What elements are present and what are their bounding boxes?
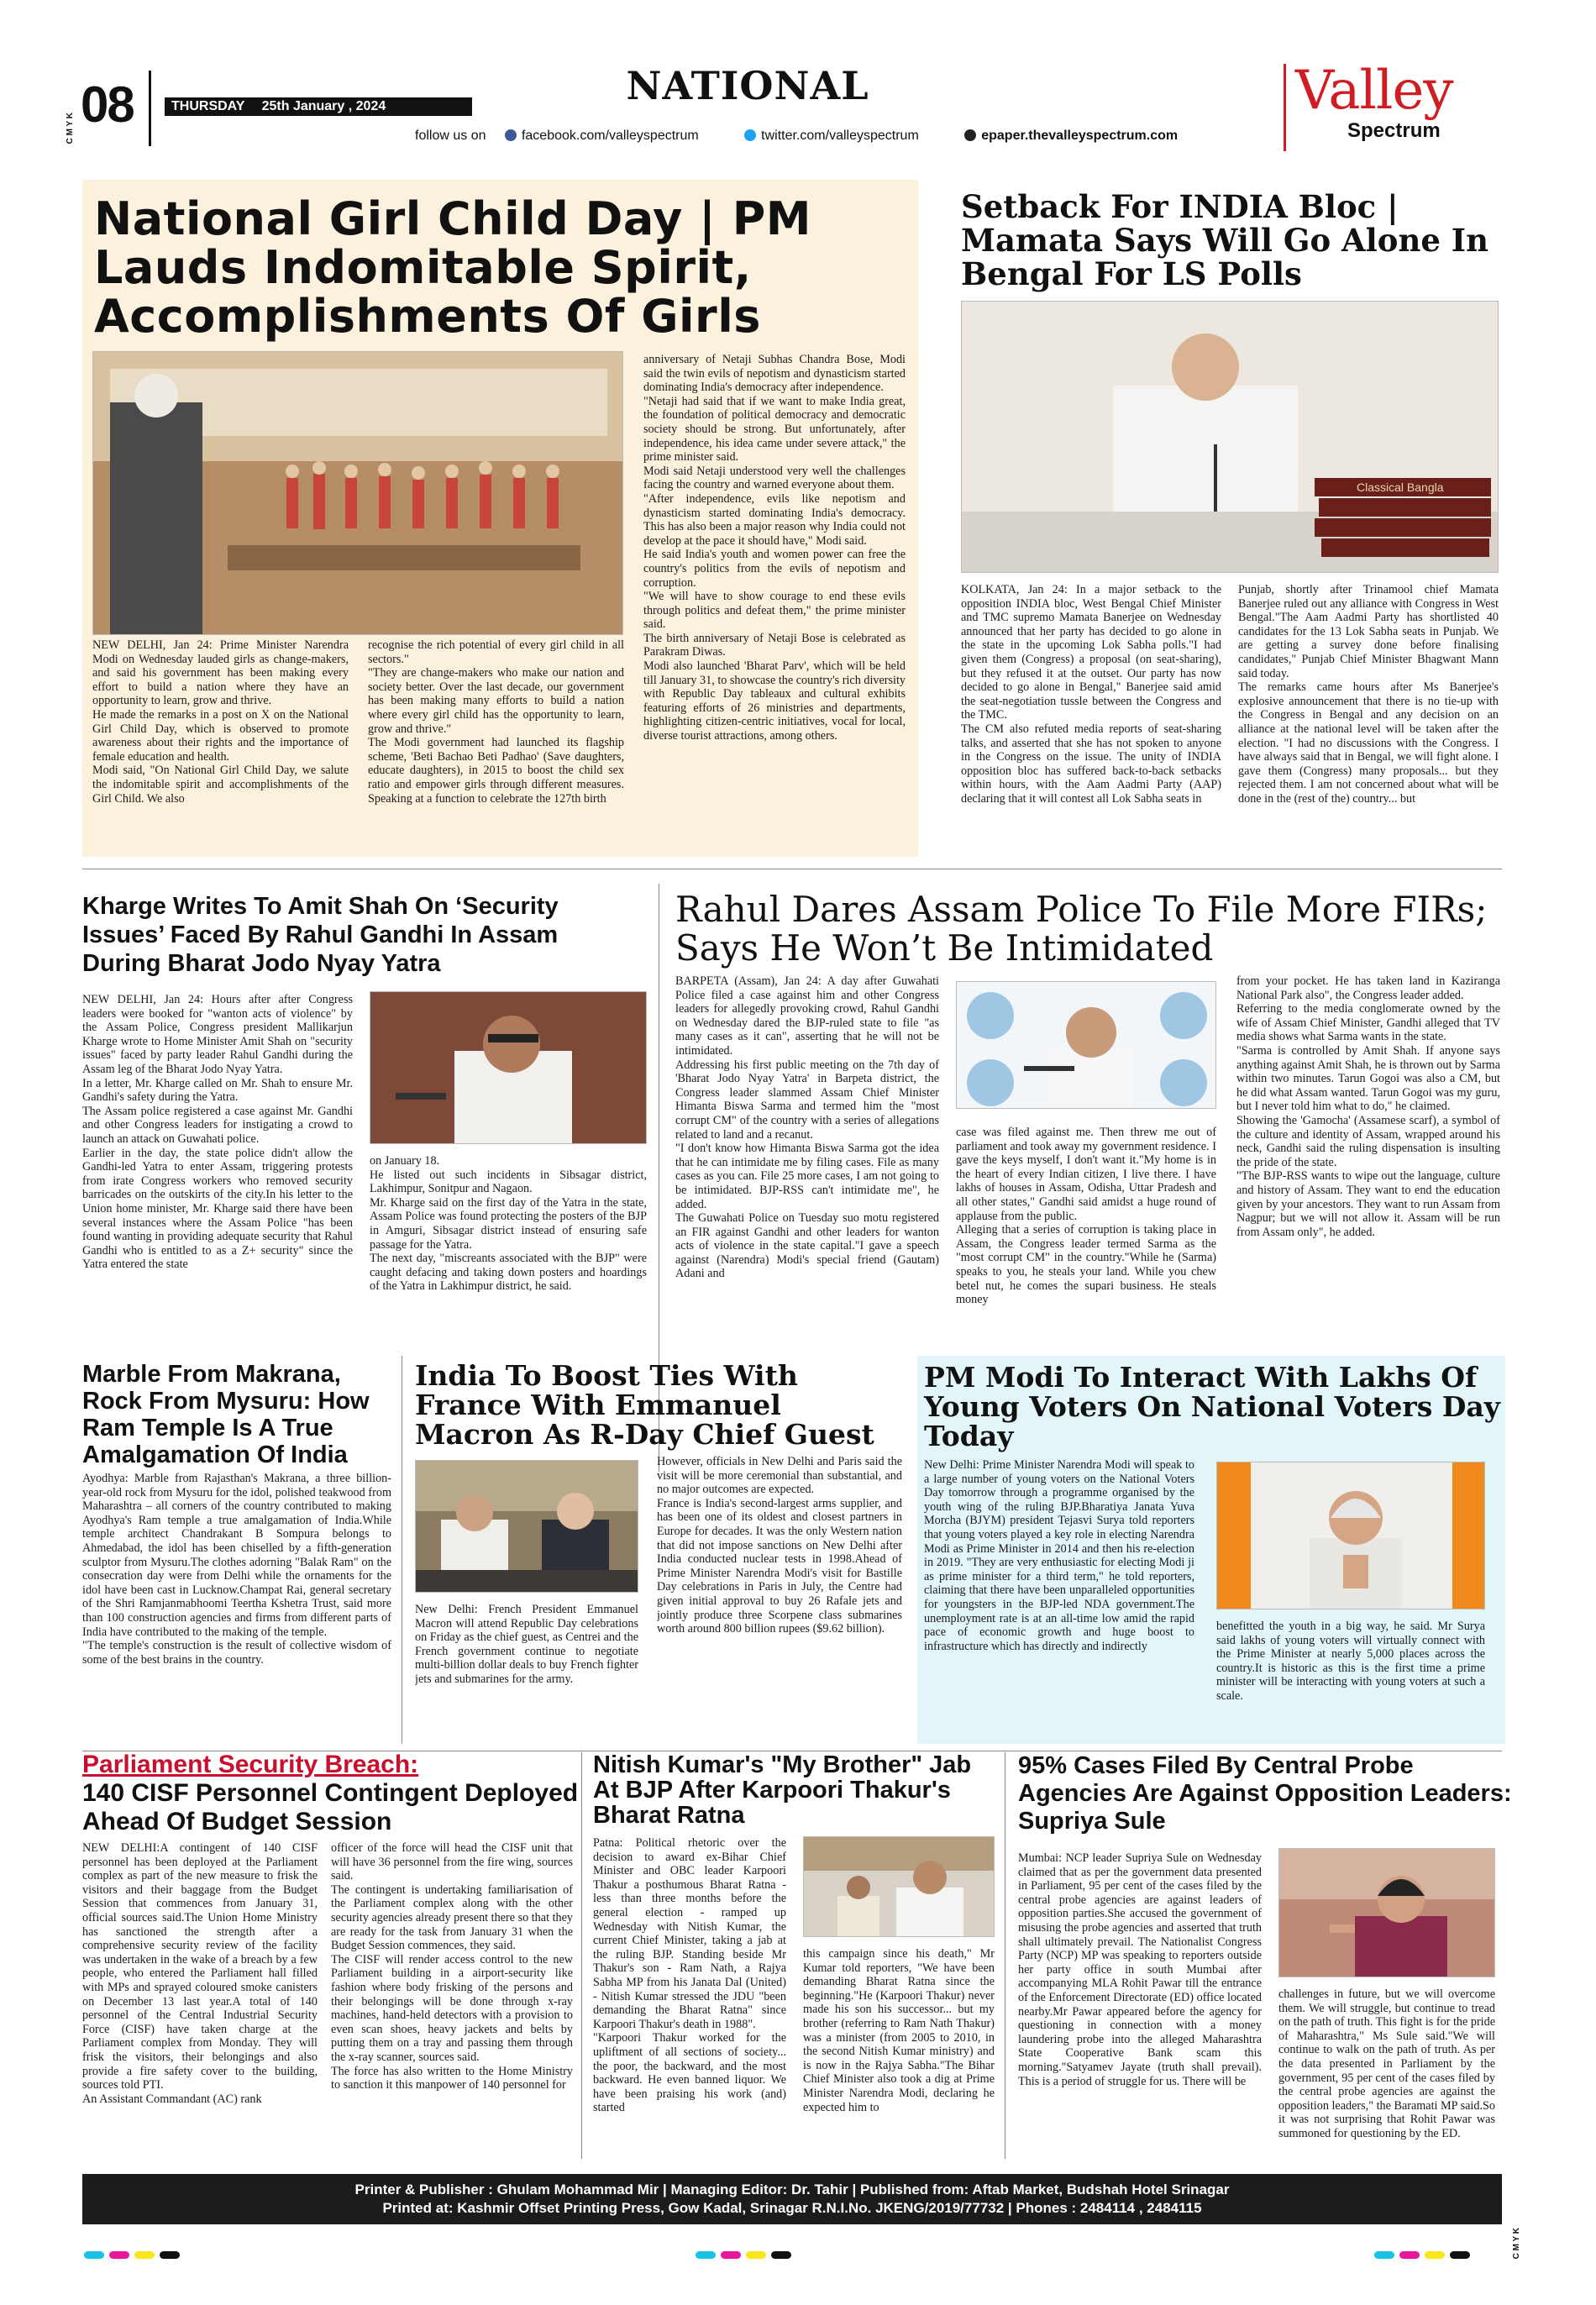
story-kharge-col2: on January 18. He listed out such incidents in Sibsagar district, Lakhimpur, Sonitpur and Nagaon. Mr. Kharge said on the first day of the Yatra in the state, Assam Police was found protecting the posters of the BJP in Amguri, Sibsagar district instead of ensuring safe passage for the Yatra. The next day, "miscreants associated with the BJP" were caught defacing and taking down posters and hoardings of the Yatra in Lakhimpur district, he said. bbox=[370, 1154, 647, 1294]
story-mamata-col1: KOLKATA, Jan 24: In a major setback to the opposition INDIA bloc, West Bengal Chief Minister and TMC supremo Mamata Banerjee on Wednesday announced that her party has decided to go alone in the state in the upcoming Lok Sabha polls."I had given them (Congress) a proposal (on seat-sharing), but they refused it at the outset. Our party has now decided to go alone in Bengal," Banerjee said amid the seat-negotiation tussle between the Congress and the TMC. The CM also refuted media reports of seat-sharing talks, and asserted that she has not spoken to anyone in the Congress on the issue. The unity of INDIA opposition bloc has suffered back-to-back setbacks within hours, with the Aam Aadmi Party (AAP) declaring that it will contest all Lok Sabha seats in bbox=[961, 583, 1221, 806]
headline-nitish-jab: Nitish Kumar's "My Brother" Jab At BJP After Karpoori Thakur's Bharat Ratna bbox=[593, 1751, 972, 1829]
date-label: 25th January , 2024 bbox=[261, 99, 386, 113]
cyan-dot bbox=[1374, 2251, 1394, 2259]
yellow-dot bbox=[746, 2251, 766, 2259]
photo-graphic bbox=[1217, 1462, 1485, 1609]
story-sule-col1: Mumbai: NCP leader Supriya Sule on Wednesday claimed that as per the government data presented in Parliament, 95 per cent of the cases filed by the central probe agencies are against leaders of opposition parties.She accused the government of misusing the probe agencies and asserted that truth shall ultimately prevail. The Nationalist Congress Party (NCP) MP was speaking to reporters outside her party office in south Mumbai after accompanying MLA Rohit Pawar till the entrance of the Enforcement Directorate (ED) office located nearby.Mr Pawar appeared before the agency for questioning in connection with a money laundering probe into the alleged Maharashtra State Cooperative Bank scam this morning."Satyamev Jayate (truth shall prevail). This is a period of struggle for us. There will be bbox=[1018, 1851, 1262, 2088]
magenta-dot bbox=[109, 2251, 129, 2259]
story-ram-temple-body: Ayodhya: Marble from Rajasthan's Makrana, a three billion-year-old rock from Mysuru for the idol, polished teakwood from Maharashtra – all corners of the country contributed to making Ayodhya's Ram temple a true amalgamation of India.While temple architect Chandrakant B Sompura belongs to Ahmedabad, the idol has been chiselled by a fifth-generation sculptor from Mysuru.The clothes adorning "Balak Ram" on the consecration day were from Delhi while the ornaments for the idol have been cast in Lucknow.Champat Rai, general secretary of the Shri Ramjanmabhoomi Teertha Kshetra Trust, said more than 100 construction agencies and firms from different parts of India have contributed to the making of the temple. "The temple's construction is the result of collective wisdom of some of the best brains in the country. bbox=[82, 1472, 391, 1667]
yellow-dot bbox=[134, 2251, 155, 2259]
headline-mamata-setback: Setback For INDIA Bloc | Mamata Says Will Go Alone In Bengal For LS Polls bbox=[961, 188, 1488, 292]
cmyk-label: C M Y K bbox=[1512, 2228, 1521, 2260]
facebook-url: facebook.com/valleyspectrum bbox=[521, 129, 699, 143]
photo-graphic bbox=[1279, 1849, 1495, 1977]
column-rule-cisf-nitish bbox=[581, 1752, 582, 2159]
page-number: 08 bbox=[81, 76, 134, 133]
magenta-dot bbox=[1399, 2251, 1420, 2259]
follow-label: follow us on bbox=[415, 129, 486, 143]
logo-rule bbox=[1284, 64, 1286, 151]
cmyk-strip-left bbox=[84, 2248, 185, 2263]
story-voters-col2: benefitted the youth in a big way, he said. Mr Surya said lakhs of young voters will virtually connect with the Prime Minister at nearly 5,000 places across the country.It is historic as this is the first time a prime minister will be interacting with young voters at such a scale. bbox=[1216, 1620, 1485, 1703]
globe-icon bbox=[964, 129, 976, 141]
story-france-col1: New Delhi: French President Emmanuel Macron will attend Republic Day celebrations on Friday as the chief guest, as Centrei and the French government continue to negotiate multi-billion dollar deals to buy French fighter jets and submarines for the army. bbox=[415, 1603, 638, 1686]
story-mamata-col2: Punjab, shortly after Trinamool chief Mamata Banerjee ruled out any alliance with Congress in West Bengal."The Aam Aadmi Party has shortlisted 40 candidates for the 13 Lok Sabha seats in Punjab. We are getting a survey done before finalising candidates," Punjab Chief Minister Bhagwant Mann said today. The remarks came hours after Ms Banerjee's explosive announcement that there is no tie-up with the Congress in Bengal and any decision on an alliance at the national level will be taken after the election. "I had no discussions with the Congress. I have always said that in Bengal, we will fight alone. I gave them (Congress) many proposals... but they rejected them. I am not concerned about what will be done in the (rest of the) country... but bbox=[1238, 583, 1499, 806]
headline-kharge-letter: Kharge Writes To Amit Shah On ‘Security Issues’ Faced By Rahul Gandhi In Assam During Bharat Jodo Nyay Yatra bbox=[82, 893, 559, 977]
epaper-link[interactable] bbox=[964, 129, 1178, 143]
photo-kharge bbox=[370, 991, 647, 1144]
footer-printer-line: Printed at: Kashmir Offset Printing Press, Gow Kadal, Srinagar R.N.I.No. JKENG/2019/77732 | Phones : 2484114 , 2484115 bbox=[382, 2200, 1202, 2216]
headline-india-france: India To Boost Ties With France With Emmanuel Macron As R-Day Chief Guest bbox=[415, 1359, 874, 1451]
masthead-rule-vertical bbox=[149, 71, 151, 146]
photo-supriya-sule bbox=[1278, 1848, 1495, 1977]
kicker-parliament-breach: Parliament Security Breach: bbox=[82, 1751, 419, 1778]
logo-main-text: Valley bbox=[1295, 60, 1453, 122]
epaper-url: epaper.thevalleyspectrum.com bbox=[981, 129, 1179, 143]
photo-modi-namaste bbox=[1216, 1462, 1485, 1609]
headline-supriya-sule: 95% Cases Filed By Central Probe Agencies Are Against Opposition Leaders: Supriya Sule bbox=[1018, 1752, 1512, 1835]
photo-graphic bbox=[416, 1461, 638, 1593]
story-cisf-col2: officer of the force will head the CISF unit that will have 36 personnel from the fire wing, sources said. The contingent is undertaking familiarisation of the Parliament complex along with the other security agencies already present there so that they are ready for the task from January 31 when the Budget Session commences, they said. The CISF will render access control to the new Parliament building in a airport-security like fashion where body frisking of the persons and their belongings will be done through x-ray machines, hand-held detectors with a provision to even scan shoes, heavy jackets and belts by putting them on a tray and passing them through the x-ray scanner, sources said. The force has also written to the Home Ministry to sanction it this manpower of 140 personnel for bbox=[331, 1841, 573, 2092]
footer-publisher-line: Printer & Publisher : Ghulam Mohammad Mir | Managing Editor: Dr. Tahir | Published from: Aftab Market, Budshah Hotel Srinagar bbox=[354, 2182, 1230, 2197]
story-nitish-col1: Patna: Political rhetoric over the decision to award ex-Bihar Chief Minister and OBC leader Karpoori Thakur a posthumous Bharat Ratna - less than three months before the general election - ramped up Wednesday with Nitish Kumar, the current Chief Minister, taking a jab at the ruling BJP. Standing beside Mr Thakur's son - Ram Nath, a Rajya Sabha MP from his Janata Dal (United) - Nitish Kumar stressed the JDU "been demanding the Bharat Ratna" since Karpoori Thakur's death in 1988". "Karpoori Thakur worked for the upliftment of all sections of society... the poor, the backward, and the most backward. He even banned liquor. We have been praising his work (and) started bbox=[593, 1836, 786, 2115]
story-voters-col1: New Delhi: Prime Minister Narendra Modi will speak to a large number of young voters on the National Voters Day tomorrow through a programme organised by the youth wing of the ruling BJP.Bharatiya Janata Yuva Morcha (BJYM) president Tejasvi Surya told reporters that young voters played a key role in electing Narendra Modi as Prime Minister in 2014 and then his re-election in 2019. "They are very enthusiastic for electing Modi ji as prime minister for a third term," he told reporters, claiming that there have been unparalleled opportunities for youngsters in the BJP-led NDA government.The unemployment rate is at an all-time low amid the rapid pace of economic growth and huge boost to infrastructure which has directly and indirectly bbox=[924, 1458, 1194, 1653]
book-spine-text: Classical Bangla bbox=[1357, 480, 1444, 494]
story-rahul-col1: BARPETA (Assam), Jan 24: A day after Guwahati Police filed a case against him and other Congress leaders for allegedly provoking crowd, Rahul Gandhi on Wednesday dared the BJP-ruled state to file "as many cases as it can", asserting that he will not be intimidated. Addressing his first public meeting on the 7th day of 'Bharat Jodo Nyay Yatra' in Barpeta district, the Congress leader slammed Assam Chief Minister Himanta Biswa Sarma and termed him the "most corrupt CM" of the country with a series of allegations related to land and a recanut. "I don't know how Himanta Biswa Sarma got the idea that he can intimidate me by filing cases. File as many cases as you can. File 25 more cases, I am not going to be intimidated. BJP-RSS can't intimidate me", he added. The Guwahati Police on Tuesday suo motu registered an FIR against Gandhi and other leaders for wanton acts of violence in the state capital."I gave a speech against (Narendra) Modi's special friend (Gautam) Adani and bbox=[675, 974, 939, 1281]
magenta-dot bbox=[721, 2251, 741, 2259]
date-bar bbox=[165, 97, 472, 116]
cyan-dot bbox=[696, 2251, 716, 2259]
photo-graphic bbox=[962, 302, 1499, 573]
black-dot bbox=[160, 2251, 180, 2259]
cmyk-strip-right bbox=[1374, 2248, 1475, 2263]
story-rahul-col2: case was filed against me. Then threw me out of parliament and took away my government residence. I gave the keys myself, I don't want it."My home is in the heart of every Indian citizen, I live there. I have lakhs of houses in Assam, Odisha, Uttar Pradesh and all other states," Gandhi said amidst a huge round of applause from the public. Alleging that a series of corruption is taking place in Assam, the Congress leader termed Sarma as the "most corrupt CM" in the country."While he (Sarma) speaks to you, he steals your land. While you chew betel nut, he comes the supari business. He steals money bbox=[956, 1126, 1216, 1307]
photo-rahul-gandhi bbox=[956, 981, 1216, 1109]
story-girl-child-col3: anniversary of Netaji Subhas Chandra Bose, Modi said the twin evils of nepotism and dynasticism started dominating India's democracy after independence. "Netaji had said that if we want to make India great, the foundation of political democracy and democratic society should be strong. But unfortunately, after independence, his idea came under severe attack," the prime minister said. Modi said Netaji understood very well the challenges facing the country and warned everyone about them. "After independence, evils like nepotism and dynasticism started dominating India's democracy. This has also been a major reason why India could not develop at the pace it should have," Modi said. He said India's youth and women power can free the country's politics from the evils of nepotism and corruption. "We will have to show courage to end these evils through politics and defeat them," the prime minister said. The birth anniversary of Netaji Bose is celebrated as Parakram Diwas. Modi also launched 'Bharat Parv', which will be held till January 31, to showcase the country's rich diversity with Republic Day tableaux and cultural exhibits featuring efforts of 26 ministries and departments, highlighting citizen-centric initiatives, vocal for local, diverse tourist attractions, among others. bbox=[643, 353, 906, 743]
footer-bar bbox=[82, 2174, 1502, 2224]
story-sule-col2: challenges in future, but we will overcome them. We will struggle, but continue to tread on the path of truth. This fight is for the pride of Maharashtra," Ms Sule said."We will continue to walk on the path of truth. As per the data presented in Parliament by the government, 95 per cent of the cases filed by the central probe agencies are against the opposition leaders," the Baramati MP said.So it was not surprising that Rohit Pawar was summoned for questioning by the ED. bbox=[1278, 1987, 1495, 2140]
story-girl-child-col2: recognise the rich potential of every girl child in all sectors." "They are change-makers who make our nation and society better. Over the last decade, our government has been making many efforts to build a nation where every girl child has the opportunity to learn, grow and thrive." The Modi government had launched its flagship scheme, 'Beti Bachao Beti Padhao' (Save daughters, educate daughters), in 2015 to boost the child sex ratio and empower girls through different measures. Speaking at a function to celebrate the 127th birth bbox=[368, 638, 624, 806]
photo-graphic bbox=[370, 992, 647, 1144]
photo-graphic bbox=[804, 1837, 995, 1937]
headline-cisf-deployed: 140 CISF Personnel Contingent Deployed Ahead Of Budget Session bbox=[82, 1779, 579, 1835]
story-rahul-col3: from your pocket. He has taken land in Kaziranga National Park also", the Congress leader added. Referring to the media conglomerate owned by the wife of Assam Chief Minister, Gandhi alleged that TV media shows what Sarma wants in the state. "Sarma is controlled by Amit Shah. If anyone says anything against Amit Shah, he is thrown out by Sarma within two minutes. Tarun Gogoi was also a CM, but he did what Assam wanted. Tarun Gogoi was my guru, but I never told him what to do," he claimed. Showing the 'Gamocha' (Assamese scarf), a symbol of the culture and identity of Assam, wrapped around his neck, Gandhi said the ruling dispensation is insulting the pride of the state. "The BJP-RSS wants to wipe out the language, culture and history of Assam. They want to end the education given by your ancestors. They want to run Assam from Nagpur; but we will not allow it. Assam will be run from Assam only", he added. bbox=[1236, 974, 1500, 1239]
logo-sub-text: Spectrum bbox=[1347, 119, 1441, 142]
story-nitish-col2: this campaign since his death," Mr Kumar told reporters, "We have been demanding Bharat Ratna since the beginning."He (Karpoori Thakur) never made his son his successor... but my brother (referring to Ram Nath Thakur) was a minister (from 2005 to 2010, in the second Nitish Kumar ministry) and is now in the Rajya Sabha."The Bihar Chief Minister also took a dig at Prime Minister Narendra Modi, declaring he expected him to bbox=[803, 1947, 995, 2114]
photo-nitish-kumar bbox=[803, 1836, 995, 1937]
story-cisf-col1: NEW DELHI:A contingent of 140 CISF personnel has been deployed at the Parliament complex as part of the new measure to frisk the visitors and their baggage from the Budget Session that commences from January 31, official sources said.The Union Home Ministry has sanctioned the strength after a comprehensive security review of the facility was undertaken in the wake of a breach by a few people, who entered the Parliament hall filled with MPs and sprayed coloured smoke canisters on December 13 last year.A total of 140 personnel of the Central Industrial Security Force (CISF) have taken charge at the Parliament complex from Monday. They will frisk the visitors, their belongings and also provide a fire safety cover to the building, sources told PTI. An Assistant Commandant (AC) rank bbox=[82, 1841, 318, 2106]
photo-modi-macron bbox=[415, 1460, 638, 1593]
yellow-dot bbox=[1425, 2251, 1445, 2259]
day-label: THURSDAY bbox=[171, 99, 245, 113]
story-france-col2: However, officials in New Delhi and Paris said the visit will be more ceremonial than substantial, and no major outcomes are expected. France is India's second-largest arms supplier, and has been one of its oldest and closest partners in Europe for decades. It was the only Western nation that did not impose sanctions on New Delhi after India conducted nuclear tests in 1998.Ahead of Prime Minister Narendra Modi's visit for Bastille Day celebrations in Paris in July, the Centre had given initial approval to buy 26 Rafale jets and jointly produce three Scorpene class submarines worth around 800 billion rupees ($9.62 billion). bbox=[657, 1455, 902, 1636]
headline-girl-child-day: National Girl Child Day | PM Lauds Indomitable Spirit, Accomplishments Of Girls bbox=[94, 192, 812, 343]
facebook-icon bbox=[505, 129, 517, 141]
black-dot bbox=[1450, 2251, 1470, 2259]
photo-modi-girl-child-event bbox=[92, 351, 623, 635]
headline-ram-temple: Marble From Makrana, Rock From Mysuru: How Ram Temple Is A True Amalgamation Of India bbox=[82, 1361, 370, 1468]
story-kharge-col1: NEW DELHI, Jan 24: Hours after after Congress leaders were booked for "wanton acts of violence" by the Assam Police, Congress president Mallikarjun Kharge wrote to Home Minister Amit Shah on "security issues" faced by party leader Rahul Gandhi during the Assam leg of the Bharat Jodo Nyay Yatra. In a letter, Mr. Kharge called on Mr. Shah to ensure Mr. Gandhi's safety during the Yatra. The Assam police registered a case against Mr. Gandhi and other Congress leaders for instigating a crowd to launch an attack on Guwahati police. Earlier in the day, the state police didn't allow the Gandhi-led Yatra to enter Assam, triggering protests from irate Congress workers who removed security barricades on the outskirts of the city.In his letter to the Union home minister, Mr. Kharge said there have been several instances where the Assam Police "has been found wanting in providing adequate security that Rahul Gandhi who is entitled to as a Z+ security" since the Yatra entered the state bbox=[82, 993, 353, 1272]
photo-graphic bbox=[957, 982, 1216, 1109]
twitter-url: twitter.com/valleyspectrum bbox=[761, 129, 919, 143]
social-strip bbox=[415, 126, 1238, 146]
cmyk-marker-top bbox=[66, 113, 77, 144]
cmyk-marker-bottom bbox=[1512, 2228, 1524, 2259]
cmyk-label: C M Y K bbox=[66, 113, 75, 144]
black-dot bbox=[771, 2251, 791, 2259]
headline-voters-day: PM Modi To Interact With Lakhs Of Young Voters On National Voters Day Today bbox=[924, 1361, 1500, 1452]
headline-rahul-dares: Rahul Dares Assam Police To File More FIRs; Says He Won’t Be Intimidated bbox=[675, 889, 1488, 969]
photo-graphic bbox=[93, 352, 623, 635]
twitter-link[interactable] bbox=[744, 129, 919, 143]
section-title: NATIONAL bbox=[626, 63, 869, 108]
cmyk-strip-center bbox=[696, 2248, 796, 2263]
cyan-dot bbox=[84, 2251, 104, 2259]
photo-mamata-press bbox=[961, 301, 1499, 573]
row-rule-2 bbox=[82, 1349, 83, 1350]
twitter-icon bbox=[744, 129, 756, 141]
story-girl-child-col1: NEW DELHI, Jan 24: Prime Minister Narendra Modi on Wednesday lauded girls as change-makers, and said his government has been making every effort to build a nation where they have an opportunity to learn, grow and thrive. He made the remarks in a post on X on the National Girl Child Day, which is observed to promote awareness about their rights and the importance of female education and health. Modi said, "On National Girl Child Day, we salute the indomitable spirit and accomplishments of the Girl Child. We also bbox=[92, 638, 349, 806]
facebook-link[interactable] bbox=[505, 129, 699, 143]
valley-spectrum-logo[interactable] bbox=[1295, 60, 1497, 153]
